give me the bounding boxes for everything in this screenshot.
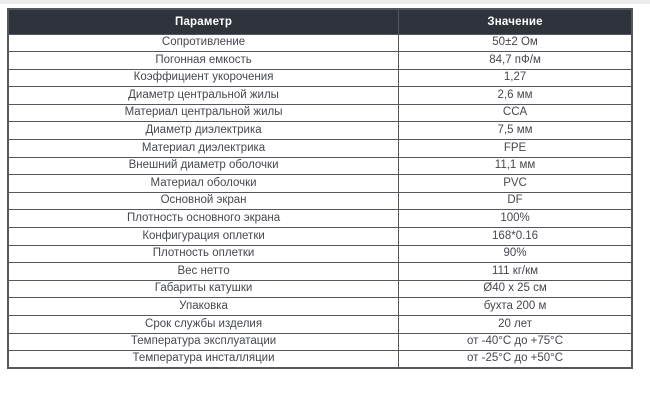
param-cell: Конфигурация оплетки: [8, 228, 399, 246]
param-cell: Температура инсталляции: [8, 351, 399, 369]
header-cell-value: Значение: [399, 9, 632, 34]
table-row: [8, 69, 632, 87]
value-cell: 7,5 мм: [399, 122, 632, 140]
value-cell: 1,27: [399, 69, 632, 87]
value-cell: DF: [399, 192, 632, 210]
value-cell: 100%: [399, 210, 632, 228]
table-row: [8, 263, 632, 281]
value-cell: 111 кг/км: [399, 263, 632, 281]
table-row: [8, 104, 632, 122]
spec-table: [7, 8, 633, 369]
table-row: [8, 192, 632, 210]
param-cell: Коэффициент укорочения: [8, 69, 399, 87]
value-cell: PVC: [399, 175, 632, 193]
value-cell: 11,1 мм: [399, 157, 632, 175]
param-cell: Диаметр центральной жилы: [8, 87, 399, 105]
param-cell: Срок службы изделия: [8, 316, 399, 334]
table-header-row: [8, 9, 632, 34]
param-cell: Сопротивление: [8, 34, 399, 52]
table-row: [8, 245, 632, 263]
table-row: [8, 140, 632, 158]
value-cell: FPE: [399, 140, 632, 158]
value-cell: 2,6 мм: [399, 87, 632, 105]
header-cell-parameter: Параметр: [8, 9, 399, 34]
value-cell: CCA: [399, 104, 632, 122]
value-cell: 84,7 пФ/м: [399, 52, 632, 70]
table-row: [8, 52, 632, 70]
table-row: [8, 228, 632, 246]
value-cell: бухта 200 м: [399, 298, 632, 316]
value-cell: 20 лет: [399, 316, 632, 334]
value-cell: 90%: [399, 245, 632, 263]
value-cell: Ø40 x 25 см: [399, 280, 632, 298]
param-cell: Материал центральной жилы: [8, 104, 399, 122]
value-cell: 50±2 Ом: [399, 34, 632, 52]
table-row: [8, 122, 632, 140]
top-strip: [0, 0, 650, 4]
param-cell: Внешний диаметр оболочки: [8, 157, 399, 175]
value-cell: от -40°C до +75°C: [399, 333, 632, 351]
table-row: [8, 157, 632, 175]
spec-table-body: [8, 34, 632, 368]
param-cell: Температура эксплуатации: [8, 333, 399, 351]
table-row: [8, 333, 632, 351]
param-cell: Материал диэлектрика: [8, 140, 399, 158]
value-cell: от -25°C до +50°C: [399, 351, 632, 369]
param-cell: Диаметр диэлектрика: [8, 122, 399, 140]
param-cell: Плотность основного экрана: [8, 210, 399, 228]
param-cell: Упаковка: [8, 298, 399, 316]
param-cell: Габариты катушки: [8, 280, 399, 298]
param-cell: Вес нетто: [8, 263, 399, 281]
table-row: [8, 298, 632, 316]
param-cell: Погонная емкость: [8, 52, 399, 70]
table-row: [8, 210, 632, 228]
param-cell: Материал оболочки: [8, 175, 399, 193]
table-row: [8, 87, 632, 105]
value-cell: 168*0.16: [399, 228, 632, 246]
table-row: [8, 34, 632, 52]
param-cell: Плотность оплетки: [8, 245, 399, 263]
table-row: [8, 175, 632, 193]
table-row: [8, 280, 632, 298]
table-row: [8, 351, 632, 369]
table-row: [8, 316, 632, 334]
param-cell: Основной экран: [8, 192, 399, 210]
